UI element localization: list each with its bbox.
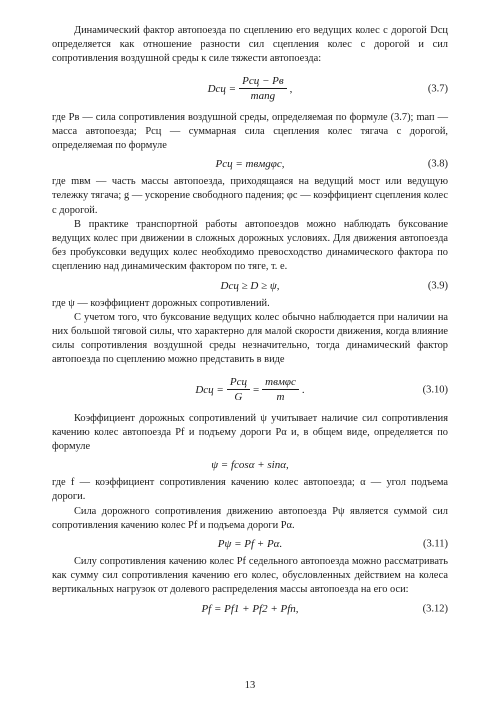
paragraph-4: В практике транспортной работы автопоездов можно наблюдать буксование ведущих колес при движении в сложных дорожных условиях. Для движения автопоезда без пробуксовки ведущих колес необходимо превосходство динамического фактора по сцеплению над динамическим фактором по тяге, т. е.	[52, 218, 448, 273]
equation-psi	[52, 454, 448, 476]
eq-3-10-fraction-2	[262, 376, 299, 403]
eq-3-10-equals: =	[252, 383, 260, 396]
eq-3-10-tail: .	[301, 383, 305, 396]
paragraph-5: где ψ — коэффициент дорожных сопротивлений.	[52, 297, 270, 309]
equation-3-10	[52, 368, 448, 412]
eq-psi-text: ψ = fcosα + sinα,	[211, 459, 289, 472]
eq-3-7-lhs: Dсц =	[207, 82, 237, 95]
paragraph-9: Сила дорожного сопротивления движению автопоезда Pψ является суммой сил сопротивления качению колес Pf и подъема дороги Pα.	[52, 505, 448, 531]
paragraph-1: Динамический фактор автопоезда по сцеплению его ведущих колес с дорогой Dсц определяется как отношение разности сил сцепления колес с дорогой и сил сопротивления воздушной среды к силе тяжести автопоезда:	[52, 25, 448, 65]
eq-3-7-fraction	[239, 75, 287, 102]
eq-3-11-number: (3.11)	[423, 538, 448, 550]
equation-3-8	[52, 153, 448, 175]
eq-3-9-number: (3.9)	[427, 280, 448, 292]
eq-3-8-text: Pсц = mвмgφс,	[215, 158, 285, 171]
eq-3-8-number: (3.8)	[427, 158, 448, 170]
eq-3-10-numerator-2: mвмφс	[262, 376, 299, 390]
eq-3-10-fraction-1	[227, 376, 250, 403]
eq-3-10-lhs: Dсц =	[195, 383, 224, 396]
equation-3-9	[52, 275, 448, 297]
eq-3-10-denominator-2: m	[276, 391, 285, 404]
eq-3-10-number: (3.10)	[422, 384, 448, 396]
paragraph-8: где f — коэффициент сопротивления качению колес автопоезда; α — угол подъема дороги.	[52, 477, 448, 503]
eq-3-7-denominator: mапg	[250, 90, 276, 103]
eq-3-10-numerator-1: Pсц	[227, 376, 250, 390]
equation-3-7	[52, 67, 448, 111]
eq-3-7-numerator: Pсц − Pв	[239, 75, 287, 89]
paragraph-7: Коэффициент дорожных сопротивлений ψ учитывает наличие сил сопротивления качению колес автопоезда Pf и подъему дороги Pα и, в общем виде, определяется по формуле	[52, 412, 448, 453]
paragraph-10: Силу сопротивления качению колес Pf седельного автопоезда можно рассматривать как сумму сил сопротивления качению его колес, обусловленных действием на колеса вертикальных нагрузок от долевого распределения массы автопоезда на его оси:	[52, 556, 448, 596]
equation-3-11	[52, 533, 448, 555]
eq-3-11-text: Pψ = Pf + Pα.	[217, 538, 283, 551]
eq-3-12-number: (3.12)	[422, 603, 448, 615]
equation-3-12	[52, 598, 448, 620]
paragraph-3: где mвм — часть массы автопоезда, приходящаяся на ведущий мост или ведущую тележку тягача; g — ускорение свободного падения; φс — коэффициент сцепления колес с дорогой.	[52, 176, 448, 216]
eq-3-12-text: Pf = Pf1 + Pf2 + Pfn,	[201, 602, 299, 615]
eq-3-10-denominator-1: G	[234, 391, 243, 404]
page-number: 13	[244, 680, 256, 691]
paragraph-2: где Pв — сила сопротивления воздушной среды, определяемая по формуле (3.7); mап — масса автопоезда; Pсц — суммарная сила сцепления колес тягача с дорогой, определяемая по формуле	[52, 111, 448, 152]
eq-3-7-tail: ,	[289, 82, 293, 95]
paragraph-6: С учетом того, что буксование ведущих колес обычно наблюдается при наличии на них большой тяговой силы, что характерно для малой скорости движения, когда влияние силы сопротивления воздушной среды незначительно, тогда динамический фактор автопоезда по сцеплению можно представить в виде	[52, 311, 448, 366]
eq-3-9-text: Dсц ≥ D ≥ ψ,	[220, 279, 280, 292]
eq-3-7-number: (3.7)	[427, 83, 448, 95]
